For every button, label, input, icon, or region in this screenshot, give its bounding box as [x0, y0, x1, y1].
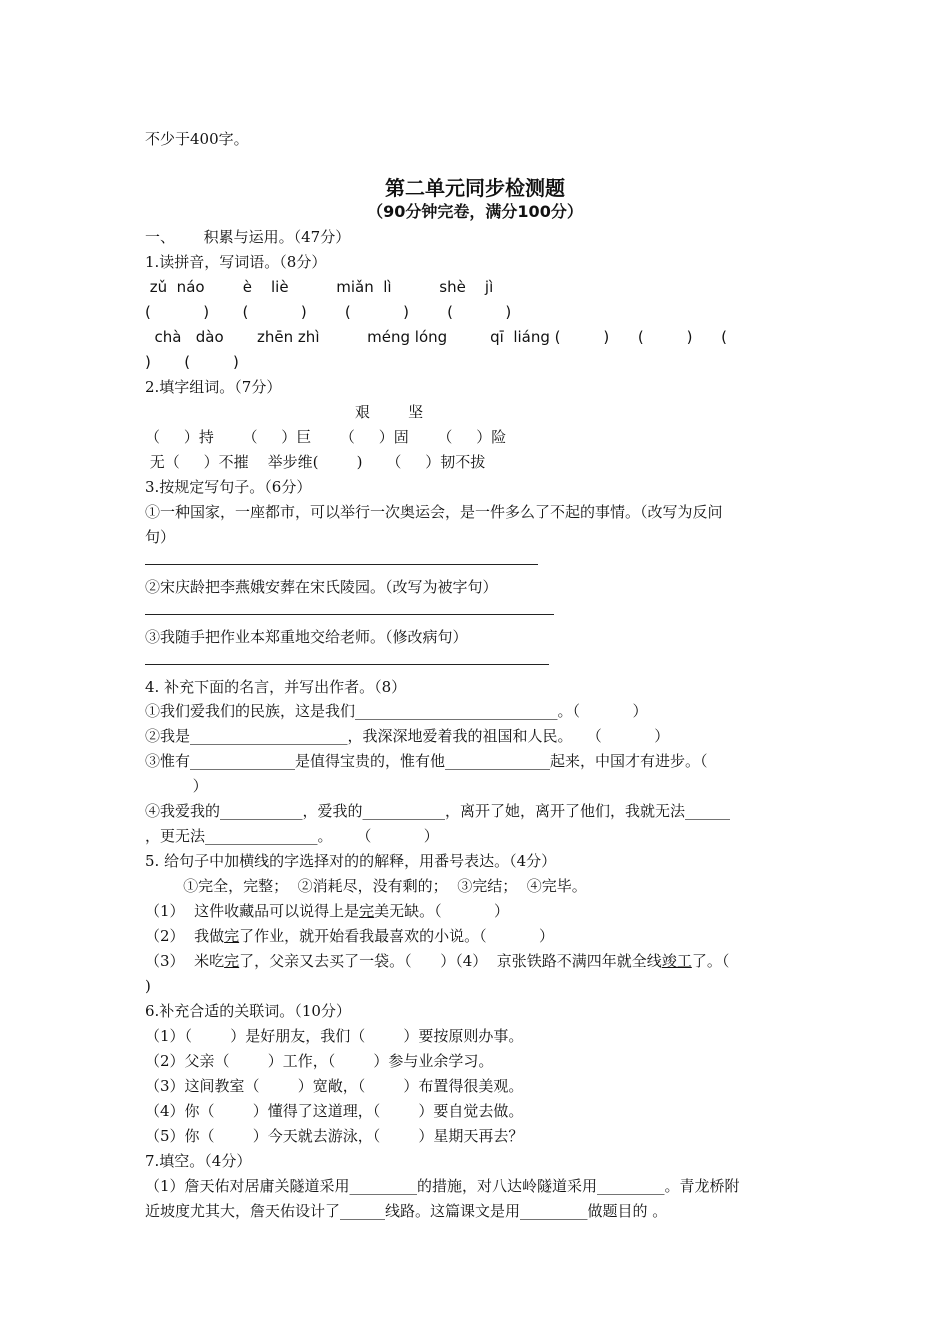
q2-row-1: （ ）持 （ ）巨 （ ）固 （ ）险: [145, 428, 507, 446]
q3-answer-line-3: [145, 664, 549, 665]
q4-sentence-2: ②我是_____________________，我深深地爱着我的祖国和人民。 （ ）: [145, 727, 670, 745]
intro-tail: 不少于400字。: [145, 130, 249, 148]
question-7: 7.填空。（4分）: [145, 1152, 252, 1170]
q3-sentence-2: ②宋庆龄把李燕娥安葬在宋氏陵园。（改写为被字句）: [145, 578, 498, 596]
q1-blank-row-1: ( ) ( ) ( ) ( ): [145, 303, 512, 321]
underlined-char: 完: [224, 927, 240, 945]
q2-characters: 艰 坚: [355, 403, 424, 421]
q4-sentence-4b: ，更无法_______________。 （ ）: [145, 827, 439, 845]
q6-item-5: （5）你（ ）今天就去游泳，（ ）星期天再去？: [145, 1127, 524, 1145]
q7-text-b: 近坡度尤其大，詹天佑设计了______线路。这篇课文是用_________做题目的 。: [145, 1202, 668, 1220]
q5-item-3b: ): [145, 977, 151, 995]
question-5: 5. 给句子中加横线的字选择对的的解释，用番号表达。（4分）: [145, 852, 557, 870]
underlined-char: 完: [359, 902, 375, 920]
q7-text-a: （1）詹天佑对居庸关隧道采用_________的措施，对八达岭隧道采用_________。青龙桥附: [145, 1177, 740, 1195]
q6-item-3: （3）这间教室（ ）宽敞，（ ）布置得很美观。: [145, 1077, 524, 1095]
question-3: 3.按规定写句子。（6分）: [145, 478, 312, 496]
page-title: 第二单元同步检测题: [385, 176, 565, 200]
question-2: 2.填字组词。（7分）: [145, 378, 282, 396]
q2-row-2: 无（ ）不摧 举步维( ) （ ）韧不拔: [145, 453, 486, 471]
q5-item-2: （2） 我做完了作业，就开始看我最喜欢的小说。（ ）: [145, 927, 555, 945]
underlined-char: 完: [224, 952, 240, 970]
q3-sentence-3: ③我随手把作业本郑重地交给老师。（修改病句）: [145, 628, 468, 646]
question-6: 6.补充合适的关联词。（10分）: [145, 1002, 351, 1020]
q1-pinyin-row-1: zǔ náo è liè miǎn lì shè jì: [145, 278, 494, 296]
q3-answer-line-1: [145, 564, 538, 565]
underlined-word: 竣工: [661, 952, 692, 970]
question-4: 4. 补充下面的名言，并写出作者。（8）: [145, 678, 407, 696]
q3-sentence-1a: ①一种国家，一座都市，可以举行一次奥运会，是一件多么了不起的事情。（改写为反问: [145, 503, 723, 521]
page-subtitle: （90分钟完卷，满分100分）: [367, 202, 583, 221]
q5-item-1: （1） 这件收藏品可以说得上是完美无缺。（ ）: [145, 902, 510, 920]
question-1: 1.读拼音，写词语。（8分）: [145, 253, 327, 271]
q4-sentence-1: ①我们爱我们的民族，这是我们___________________________。（ ）: [145, 702, 648, 720]
q1-pinyin-row-2: chà dào zhēn zhì méng lóng qī liáng ( ) ( ) (: [145, 328, 727, 346]
q6-item-4: （4）你（ ）懂得了这道理，（ ）要自觉去做。: [145, 1102, 524, 1120]
q3-answer-line-2: [145, 614, 554, 615]
section-1-heading: 一、 积累与运用。（47分）: [145, 228, 351, 246]
q6-item-1: （1）（ ）是好朋友，我们（ ）要按原则办事。: [145, 1027, 524, 1045]
q6-item-2: （2）父亲（ ）工作，（ ）参与业余学习。: [145, 1052, 494, 1070]
q4-sentence-3b: ）: [145, 777, 208, 795]
q5-item-3a: （3） 米吃完了，父亲又去买了一袋。（ ）（4） 京张铁路不满四年就全线竣工了。（: [145, 952, 730, 970]
q5-options: ①完全，完整； ②消耗尽，没有剩的； ③完结； ④完毕。: [145, 877, 587, 895]
q1-blank-row-2: ) ( ): [145, 353, 239, 371]
q4-sentence-3a: ③惟有______________是值得宝贵的，惟有他______________起来，中国才有进步。（: [145, 752, 708, 770]
q4-sentence-4a: ④我爱我的___________，爱我的___________，离开了她，离开了他们，我就无法______: [145, 802, 731, 820]
q3-sentence-1b: 句）: [145, 528, 176, 546]
